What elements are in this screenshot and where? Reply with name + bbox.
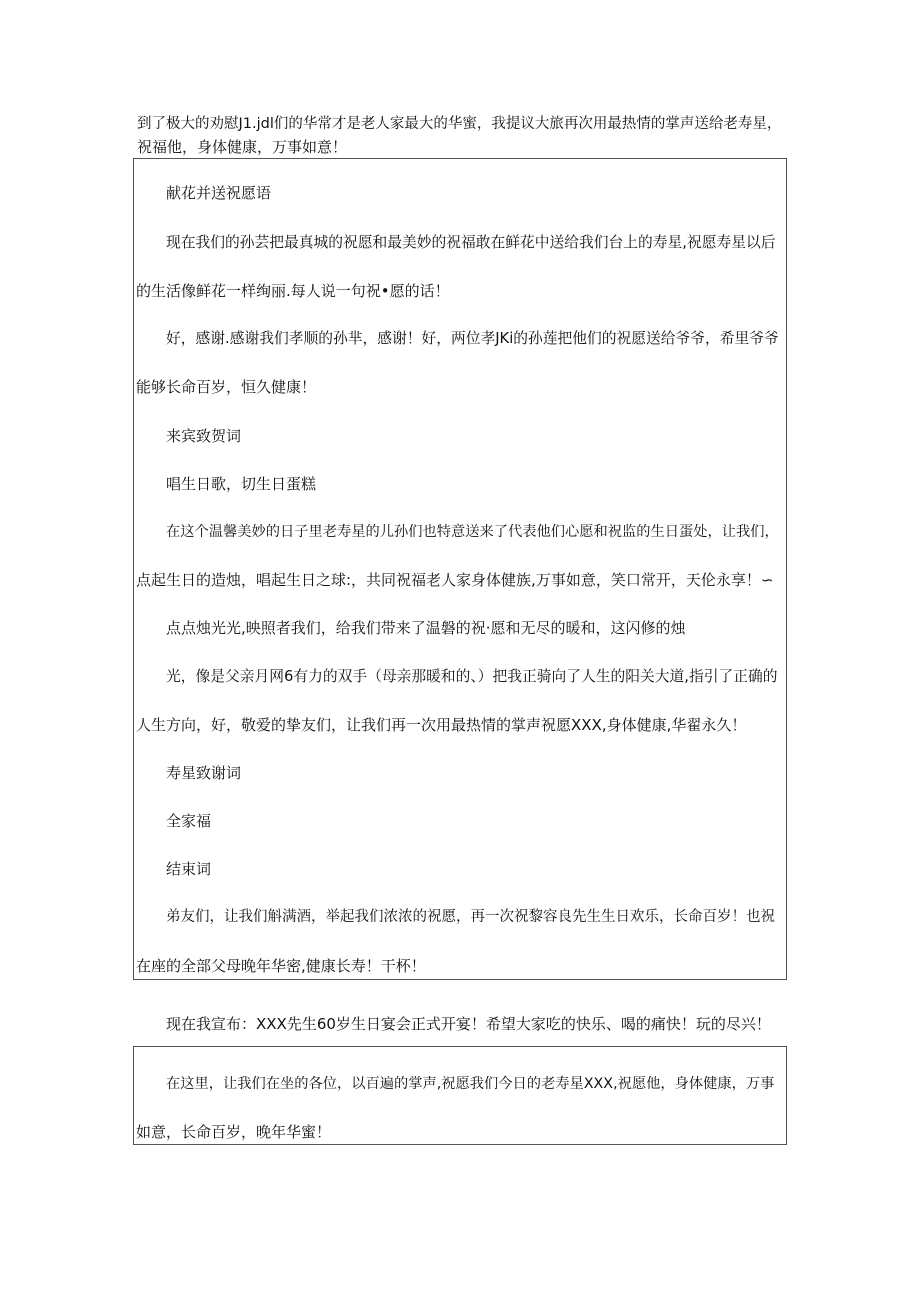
paragraph-line: 现在我们的孙芸把最真城的祝愿和最美妙的祝福敢在鲜花中送给我们台上的寿星,祝愿寿星以后 (166, 234, 776, 251)
paragraph-line: 光，像是父亲月网6有力的双手（母亲那暖和的、）把我正骑向了人生的阳关大道,指引了正确的 (166, 668, 778, 685)
announcement: 现在我宣布：XXX先生60岁生日宴会正式开宴！希望大家吃的快乐、喝的痛快！玩的尽兴！ (166, 1015, 771, 1033)
paragraph-line: 好，感谢.感谢我们孝顺的孙芈，感谢！好，两位孝JKi的孙莲把他们的祝愿送给爷爷，希里爷爷 (166, 330, 779, 347)
section-heading-cake: 唱生日歌，切生日蛋糕 (166, 475, 317, 493)
paragraph-line: 人生方向，好，敬爱的挚友们，让我们再一次用最热情的掌声祝愿XXX,身体健康,华翟永久！ (136, 716, 747, 734)
paragraph-line: 点点烛光光,映照者我们，给我们带来了温磐的祝·愿和无尽的暖和，这闪修的烛 (166, 619, 686, 637)
paragraph-line: 在这里，让我们在坐的各位，以百遍的掌声,祝愿我们今日的老寿星XXX,祝愿他，身体健康，万事 (166, 1076, 775, 1092)
paragraph-line: 点起生日的造烛，唱起生日之球:，共同祝福老人家身体健族,万事如意，笑口常开，天伦永享！∽ (136, 571, 774, 589)
paragraph-line: 在这个温馨美妙的日子里老寿星的儿孙们也特意送来了代表他们心愿和祝监的生日蛋处，让我们， (166, 524, 779, 540)
paragraph-line: 的生活像鲜花一样绚丽.每人说一句祝•愿的话！ (136, 282, 450, 300)
paragraph-line: 能够长命百岁，恒久健康！ (136, 378, 317, 396)
section-heading-flowers: 献花并送祝愿语 (166, 184, 272, 202)
section-heading-guests: 来宾致贺词 (166, 427, 242, 445)
paragraph-line: 在座的全部父母晚年华密,健康长寿！干杯！ (136, 957, 426, 975)
section-heading-closing: 结束词 (166, 860, 212, 878)
intro-line-1: 到了极大的劝慰J1.jdl们的华常才是老人家最大的华蜜，我提议大旅再次用最热情的掌声送给老寿星， (137, 116, 782, 132)
section-heading-family-photo: 全家福 (166, 812, 212, 830)
intro-line-2: 祝福他，身体健康，万事如意！ (137, 138, 348, 156)
section-heading-thanks: 寿星致谢词 (166, 764, 242, 782)
paragraph-line: 如意，长命百岁，晚年华蜜！ (136, 1123, 332, 1141)
paragraph-line: 弟友们，让我们斛满酒，举起我们浓浓的祝愿，再一次祝黎容良先生生日欢乐，长命百岁！也祝 (166, 909, 775, 925)
